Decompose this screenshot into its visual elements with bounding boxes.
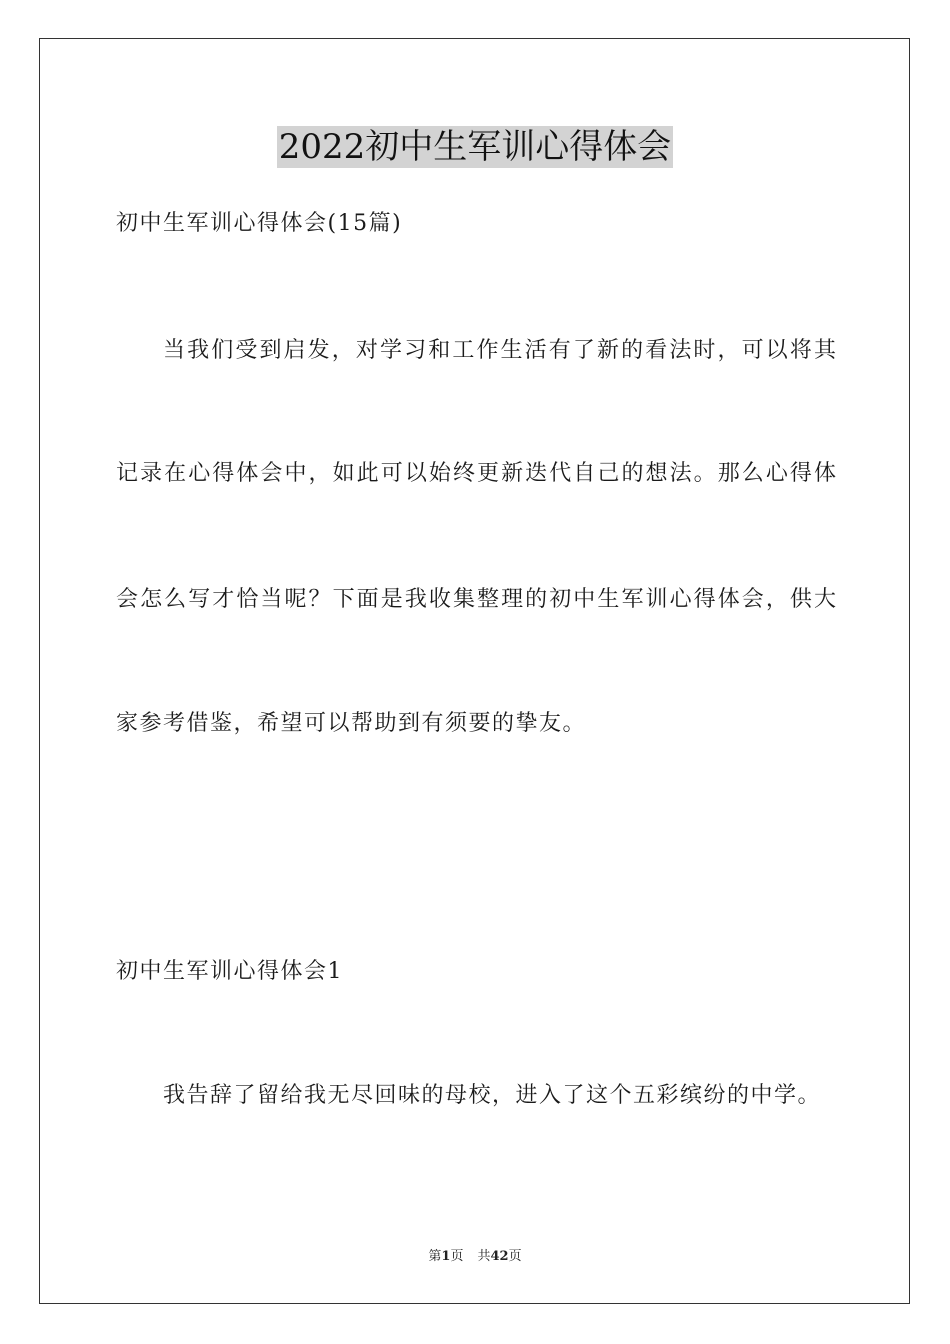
title-container: [0, 126, 950, 168]
total-label-suffix: 页: [508, 1249, 522, 1264]
intro-paragraph-line: 会怎么写才恰当呢？下面是我收集整理的初中生军训心得体会，供大: [116, 587, 836, 612]
intro-paragraph-line: 家参考借鉴，希望可以帮助到有须要的挚友。: [116, 711, 587, 736]
page-label-suffix: 页: [450, 1249, 464, 1264]
current-page-number: 1: [441, 1249, 451, 1264]
document-title: 2022初中生军训心得体会: [278, 127, 672, 167]
document-subtitle: 初中生军训心得体会(15篇): [116, 211, 403, 236]
page-footer: [0, 1248, 950, 1266]
intro-paragraph-line: 记录在心得体会中，如此可以始终更新迭代自己的想法。那么心得体: [116, 461, 836, 486]
page-label-prefix: 第: [428, 1249, 442, 1264]
total-label-prefix: 共: [477, 1249, 491, 1264]
intro-paragraph-line: 当我们受到启发，对学习和工作生活有了新的看法时，可以将其: [163, 338, 836, 363]
total-page-count: 42: [490, 1249, 509, 1264]
section-heading: 初中生军训心得体会1: [116, 959, 343, 984]
section-paragraph-line: 我告辞了留给我无尽回味的母校，进入了这个五彩缤纷的中学。: [163, 1083, 822, 1108]
